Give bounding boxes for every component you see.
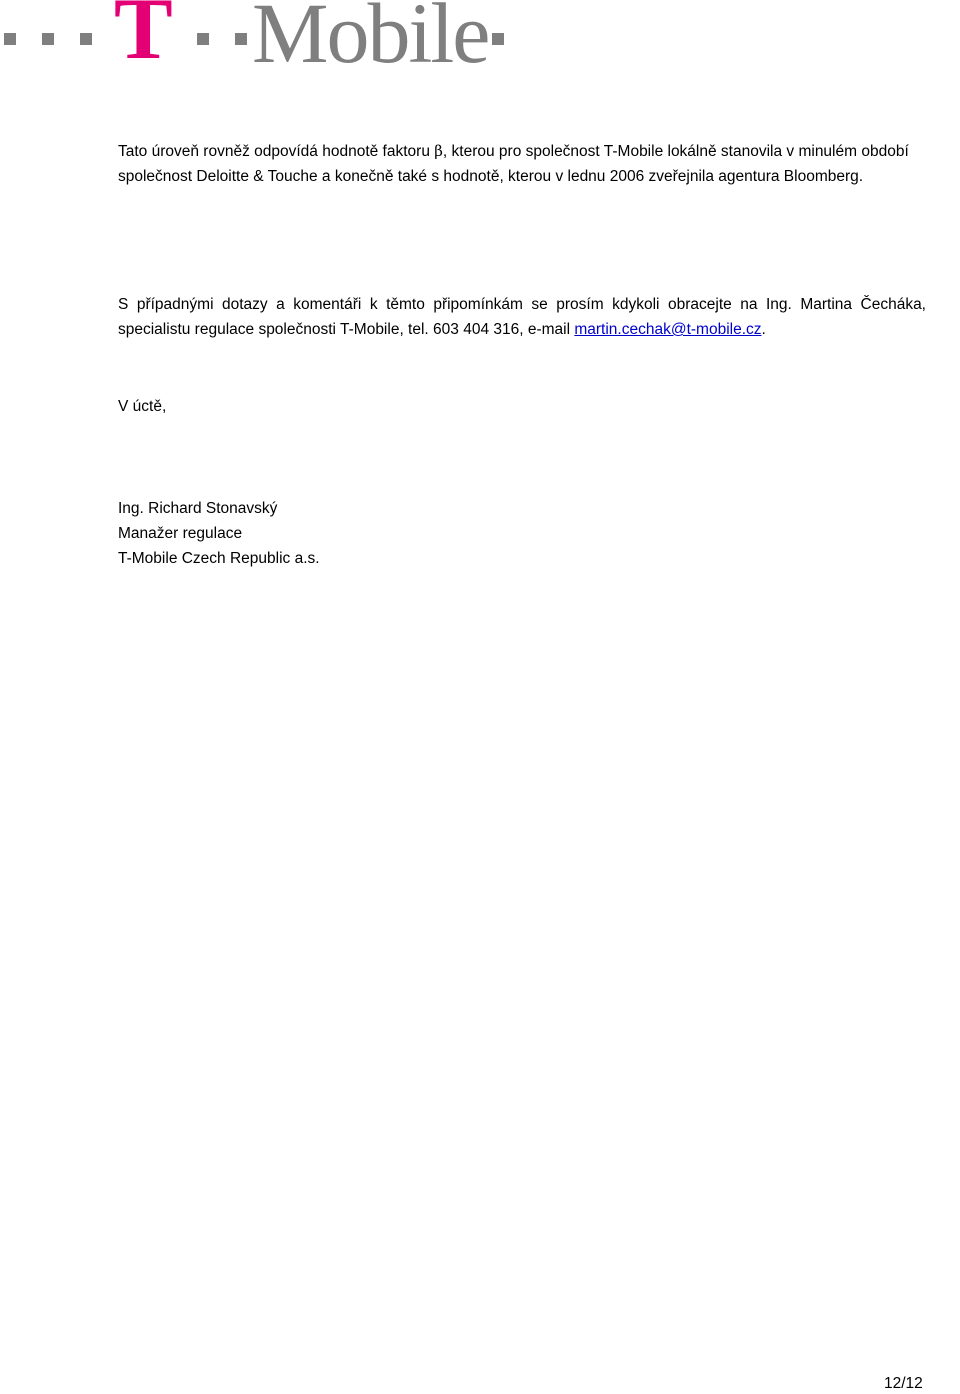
signature-title: Manažer regulace [118,525,243,542]
t-mobile-logo [0,0,520,81]
text-segment: Tato úroveň rovněž odpovídá hodnotě faktoru [118,143,435,160]
logo-wordmark: Mobile [252,0,489,81]
logo-dot [197,33,209,45]
logo-dot [492,33,504,45]
text-segment: specialistu regulace společnosti T-Mobile, tel. 603 404 316, e-mail [118,321,575,338]
text-segment: , kterou pro společnost T-Mobile lokálně stanovila v minulém období [442,143,909,160]
logo-dot [4,33,16,45]
paragraph-line [118,317,926,342]
closing-greeting: V úctě, [118,398,167,415]
paragraph-contact [118,292,926,342]
signature-company: T-Mobile Czech Republic a.s. [118,550,320,567]
paragraph-line: S případnými dotazy a komentáři k těmto připomínkám se prosím kdykoli obracejte na Ing. Martina Čecháka, [118,296,926,313]
logo-t-letter: T [114,0,173,78]
beta-symbol: β [434,142,443,160]
logo-dot [42,33,54,45]
paragraph-line: společnost Deloitte & Touche a konečně také s hodnotě, kterou v lednu 2006 zveřejnila agentura Bloomberg. [118,168,864,185]
paragraph-line [118,139,960,164]
signature-block [118,496,960,571]
page-number: 12/12 [884,1375,923,1392]
text-segment: . [761,321,766,338]
logo-dot [235,33,247,45]
signature-name: Ing. Richard Stonavský [118,500,278,517]
logo-dot [80,33,92,45]
email-link[interactable]: martin.cechak@t-mobile.cz [574,321,762,338]
paragraph-beta-factor [118,139,960,189]
